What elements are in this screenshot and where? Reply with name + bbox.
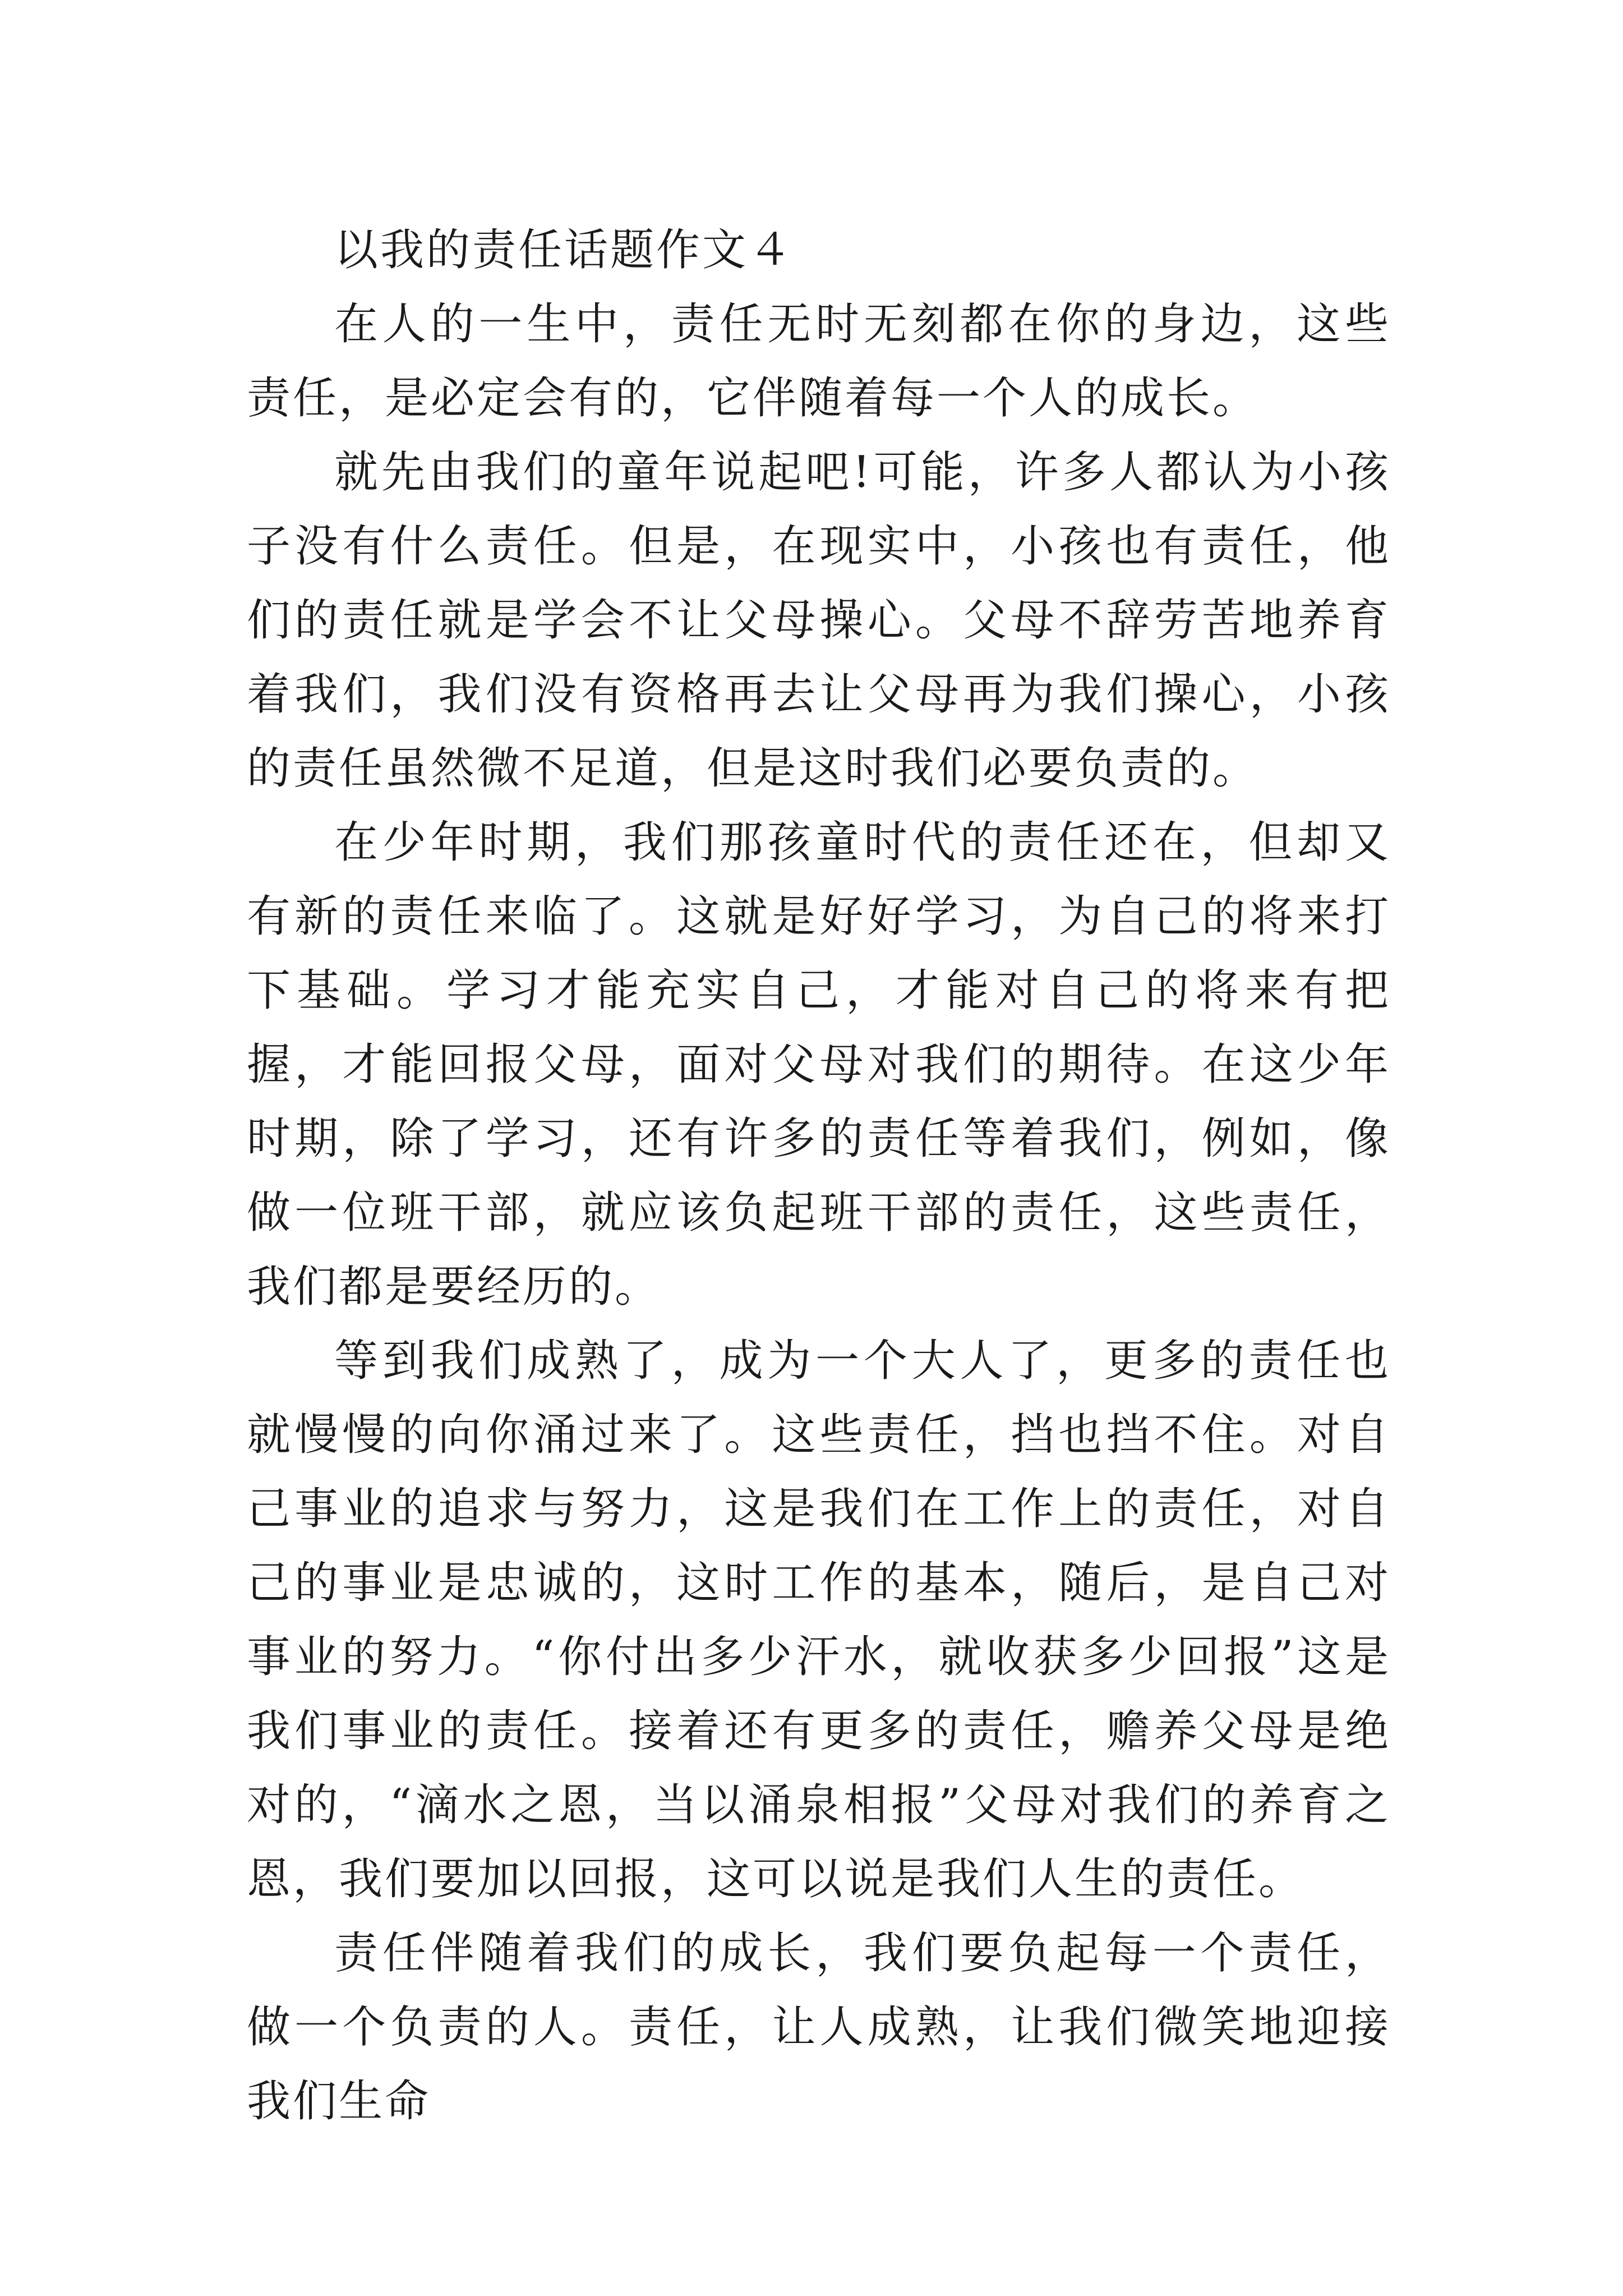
paragraph-2: 就先由我们的童年说起吧!可能，许多人都认为小孩子没有什么责任。但是，在现实中，小孩也有责任，他们的责任就是学会不让父母操心。父母不辞劳苦地养育着我们，我们没有资格再去让父母再为我们操心，小孩的责任虽然微不足道，但是这时我们必要负责的。 bbox=[247, 447, 1391, 794]
document-title: 以我的责任话题作文４ bbox=[334, 225, 795, 275]
paragraph-1: 在人的一生中，责任无时无刻都在你的身边，这些责任，是必定会有的，它伴随着每一个人的成长。 bbox=[247, 299, 1391, 424]
paragraph-4: 等到我们成熟了，成为一个大人了，更多的责任也就慢慢的向你涌过来了。这些责任，挡也挡不住。对自己事业的追求与努力，这是我们在工作上的责任，对自己的事业是忠诚的，这时工作的基本，随后，是自己对事业的努力。“你付出多少汗水，就收获多少回报”这是我们事业的责任。接着还有更多的责任，赡养父母是绝对的，“滴水之恩，当以涌泉相报”父母对我们的养育之恩，我们要加以回报，这可以说是我们人生的责任。 bbox=[247, 1336, 1391, 1904]
paragraph-5: 责任伴随着我们的成长，我们要负起每一个责任，做一个负责的人。责任，让人成熟，让我们微笑地迎接我们生命 bbox=[247, 1928, 1391, 2127]
paragraph-3: 在少年时期，我们那孩童时代的责任还在，但却又有新的责任来临了。这就是好好学习，为自己的将来打下基础。学习才能充实自己，才能对自己的将来有把握，才能回报父母，面对父母对我们的期待。在这少年时期，除了学习，还有许多的责任等着我们，例如，像做一位班干部，就应该负起班干部的责任，这些责任，我们都是要经历的。 bbox=[247, 817, 1391, 1312]
document-body bbox=[247, 213, 1391, 2138]
